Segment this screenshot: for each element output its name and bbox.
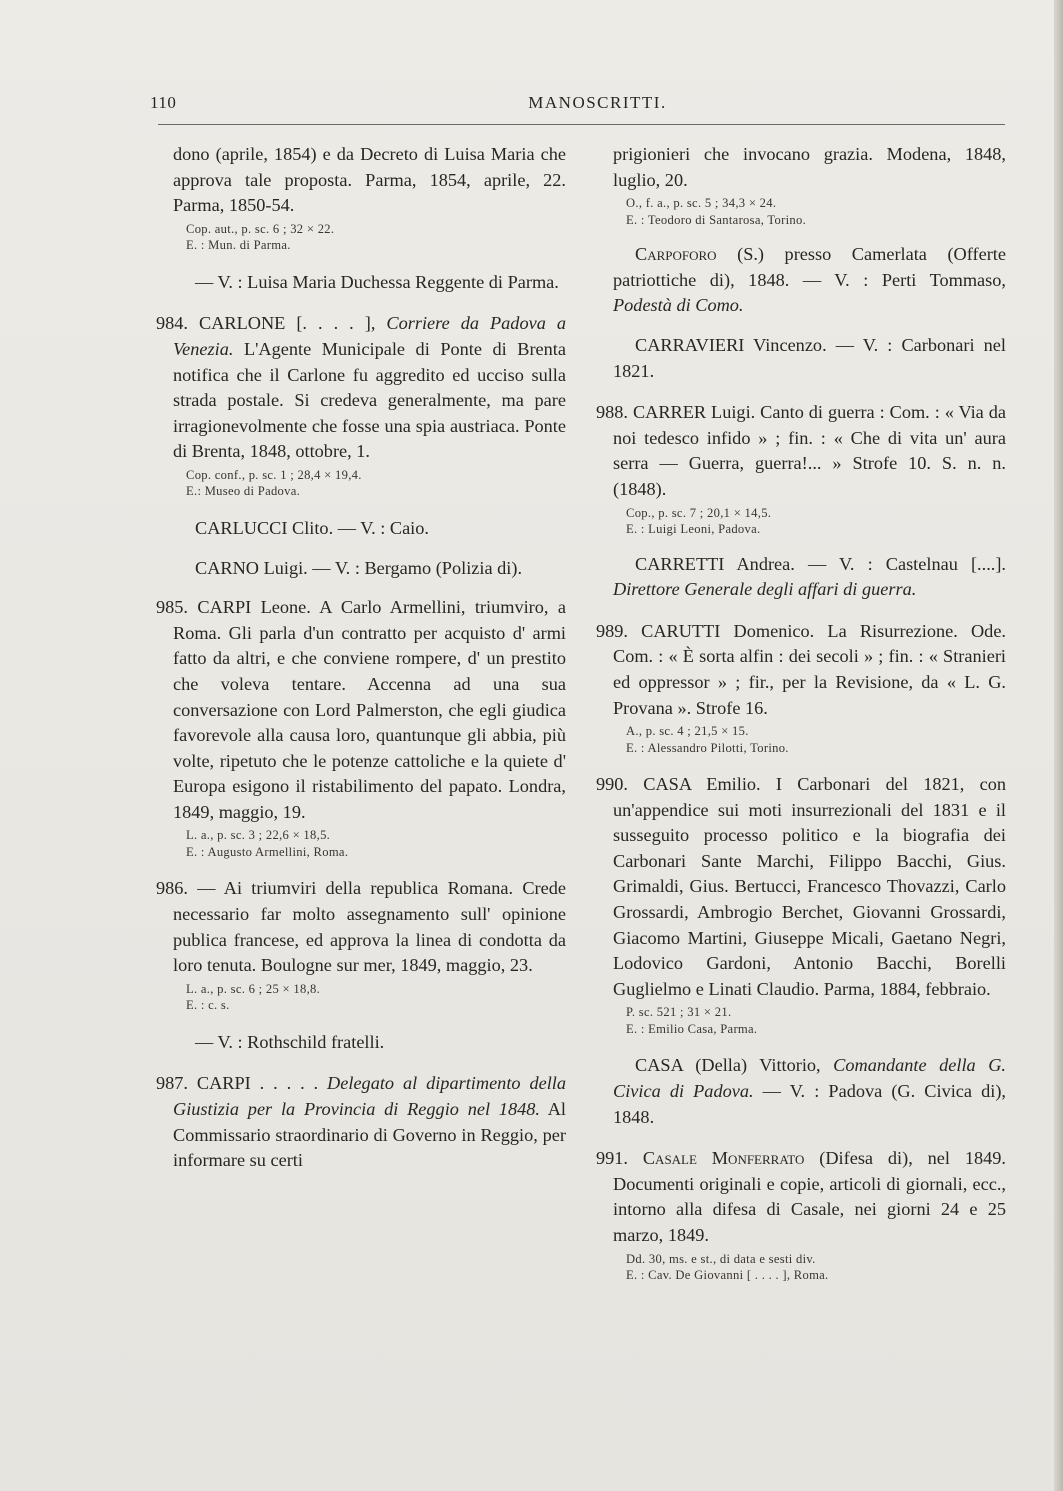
entry-heading: 989. CARUTTI Domenico. — [596, 620, 815, 641]
reference-text: CARNO Luigi. — V. : Bergamo (Polizia di). — [195, 557, 523, 578]
running-title: MANOSCRITTI. — [528, 93, 667, 112]
catalog-entry-984 — [156, 311, 566, 500]
cross-reference — [173, 556, 566, 582]
right-column — [596, 142, 1006, 1296]
catalog-entry-continuation — [173, 142, 566, 254]
entry-description: A Carlo Armellini, triumviro, a Roma. Gli parla d'un contratto per acquisto d' armi fatto da altri, e che conviene rompere, d' un prestito che voleva tentare. Accenna ad una sua conversazione con Lord Palmerston, che egli giudica favorevole alla causa loro, quantunque gli abbia, più volte, ripetuto che le potenze cattoliche e la quiete d' Europa esigono il ristabilimento del papato. Londra, 1849, maggio, 19. — [173, 597, 566, 822]
reference-text: CARRETTI Andrea. — V. : Castelnau [....]. — [635, 553, 1006, 574]
cross-reference — [173, 1030, 566, 1056]
entry-heading: 986. — — [156, 878, 216, 899]
reference-text: (S.) presso Camerlata (Offerte patriottiche di), 1848. — V. : Perti Tommaso, — [613, 244, 1006, 290]
reference-text: CARRAVIERI Vincenzo. — V. : Carbonari nel 1821. — [613, 334, 1006, 381]
entry-heading: 985. CARPI Leone. — [156, 597, 311, 618]
reference-italic: Direttore Generale degli affari di guerra. — [613, 579, 917, 600]
entry-heading: 987. CARPI . . . . . — [156, 1073, 319, 1094]
page-header — [150, 93, 1005, 117]
place-name: Casale Monferrato — [642, 1148, 805, 1169]
entry-heading: 984. CARLONE [. . . . ], — [156, 313, 376, 334]
catalog-entry-989 — [596, 619, 1006, 756]
catalog-entry-991 — [596, 1146, 1006, 1283]
cross-reference — [613, 242, 1006, 319]
entry-description: I Carbonari del 1821, con un'appendice sui moti insurrezionali del 1831 e il susseguito processo politico e la biografia dei Carbonari Sante Marchi, Filippo Bacchi, Gius. Grimaldi, Gius. Bertucci, Francesco Thovazzi, Carlo Grossardi, Ambrogio Berchet, Giovanni Grossardi, Giacomo Martini, Giuseppe Micali, Gaetano Negri, Lodovico Gardoni, Antonio Bacchi, Borelli Guglielmo e Linati Claudio. Parma, 1884, febbraio. — [613, 774, 1006, 999]
entry-owner-line: E. : Mun. di Parma. — [186, 238, 291, 253]
entry-source-line: P. sc. 521 ; 31 × 21. — [626, 1005, 732, 1020]
entry-source-line: Dd. 30, ms. e st., di data e sesti div. — [626, 1251, 816, 1266]
catalog-entry-986 — [156, 876, 566, 1013]
page-number: 110 — [150, 93, 177, 112]
entry-source-line: A., p. sc. 4 ; 21,5 × 15. — [626, 724, 749, 739]
cross-reference — [613, 1053, 1006, 1130]
reference-text: — V. : Rothschild fratelli. — [195, 1031, 385, 1052]
reference-italic: Comandante della G. Civica di Padova. — [613, 1055, 1006, 1102]
entry-owner-line: E.: Museo di Padova. — [186, 484, 301, 499]
reference-italic: Podestà di Como. — [613, 295, 744, 316]
catalog-entry-988 — [596, 400, 1006, 537]
entry-heading: 990. CASA Emilio. — [596, 774, 761, 795]
entry-owner-line: E. : Emilio Casa, Parma. — [626, 1021, 758, 1036]
entry-description: Al Commissario straordinario di Governo in Reggio, per informare su certi — [173, 1099, 567, 1171]
place-name: Carpoforo — [635, 244, 717, 265]
catalog-entry-continuation — [613, 142, 1006, 228]
entry-owner-line: E. : Alessandro Pilotti, Torino. — [626, 740, 789, 755]
entry-owner-line: E. : Augusto Armellini, Roma. — [186, 844, 349, 859]
cross-reference — [613, 333, 1006, 384]
cross-reference — [173, 270, 566, 296]
entry-source-line: O., f. a., p. sc. 5 ; 34,3 × 24. — [626, 196, 777, 211]
reference-tail: — V. : Padova (G. Civica di), 1848. — [613, 1081, 1006, 1127]
entry-text: dono (aprile, 1854) e da Decreto di Luisa Maria che approva tale proposta. Parma, 1854, aprile, 22. Parma, 1850-54. — [173, 144, 566, 216]
catalog-entry-987 — [156, 1071, 567, 1173]
entry-source-line: L. a., p. sc. 3 ; 22,6 × 18,5. — [186, 828, 331, 843]
reference-text: CARLUCCI Clito. — V. : Caio. — [195, 517, 429, 538]
entry-title-italic: Delegato al dipartimento della Giustizia per la Provincia di Reggio nel 1848. — [173, 1073, 566, 1120]
entry-owner-line: E. : c. s. — [186, 998, 230, 1013]
cross-reference — [173, 516, 566, 542]
reference-text: CASA (Della) Vittorio, — [635, 1055, 821, 1076]
entry-text: prigionieri che invocano grazia. Modena, 1848, luglio, 20. — [613, 144, 1006, 190]
entry-description: (Difesa di), nel 1849. Documenti originali e copie, articoli di giornali, ecc., intorno alla difesa di Casale, nei giorni 24 e 25 marzo, 1849. — [613, 1148, 1006, 1245]
entry-source-line: Cop., p. sc. 7 ; 20,1 × 14,5. — [626, 505, 772, 520]
entry-description: L'Agente Municipale di Ponte di Brenta notifica che il Carlone fu aggredito ed ucciso sulla strada postale. Si credeva generalmente, ma pare irragionevolmente che fosse una spia austriaca. Ponte di Brenta, 1848, ottobre, 1. — [173, 338, 566, 462]
entry-description: Ai triumviri della republica Romana. Crede necessario far molto assegnamento sull' opinione publica francese, ed approva la linea di condotta da loro tenuta. Boulogne sur mer, 1849, maggio, 23. — [173, 878, 566, 976]
entry-source-line: Cop. aut., p. sc. 6 ; 32 × 22. — [186, 221, 335, 236]
entry-title-italic: Corriere da Padova a Venezia. — [173, 313, 566, 359]
entry-owner-line: E. : Teodoro di Santarosa, Torino. — [626, 212, 807, 227]
header-rule — [158, 124, 1005, 125]
entry-heading: 991. — [596, 1148, 628, 1169]
reference-text: — V. : Luisa Maria Duchessa Reggente di Parma. — [195, 271, 559, 292]
entry-description: La Risurrezione. Ode. Com. : « È sorta alfin : dei secoli » ; fin. : « Stranieri ed oppressor » ; fir., per la Revisione, da « L. G. Provana ». Strofe 16. — [613, 620, 1006, 718]
entry-heading: 988. CARRER Luigi. — [596, 402, 756, 423]
entry-source-line: L. a., p. sc. 6 ; 25 × 18,8. — [186, 981, 321, 996]
catalog-entry-990 — [596, 772, 1006, 1037]
cross-reference — [613, 552, 1006, 603]
entry-description: Canto di guerra : Com. : « Via da noi tedesco infido » ; fin. : « Che di vita un' aura serra — Guerra, guerra!... » Strofe 10. S. n. n. (1848). — [613, 402, 1006, 499]
page-spine-shadow — [1054, 0, 1063, 1491]
catalog-entry-985 — [156, 595, 566, 860]
entry-source-line: Cop. conf., p. sc. 1 ; 28,4 × 19,4. — [186, 467, 362, 482]
left-column — [156, 142, 567, 1186]
entry-owner-line: E. : Cav. De Giovanni [ . . . . ], Roma. — [626, 1268, 829, 1283]
entry-owner-line: E. : Luigi Leoni, Padova. — [626, 522, 761, 537]
